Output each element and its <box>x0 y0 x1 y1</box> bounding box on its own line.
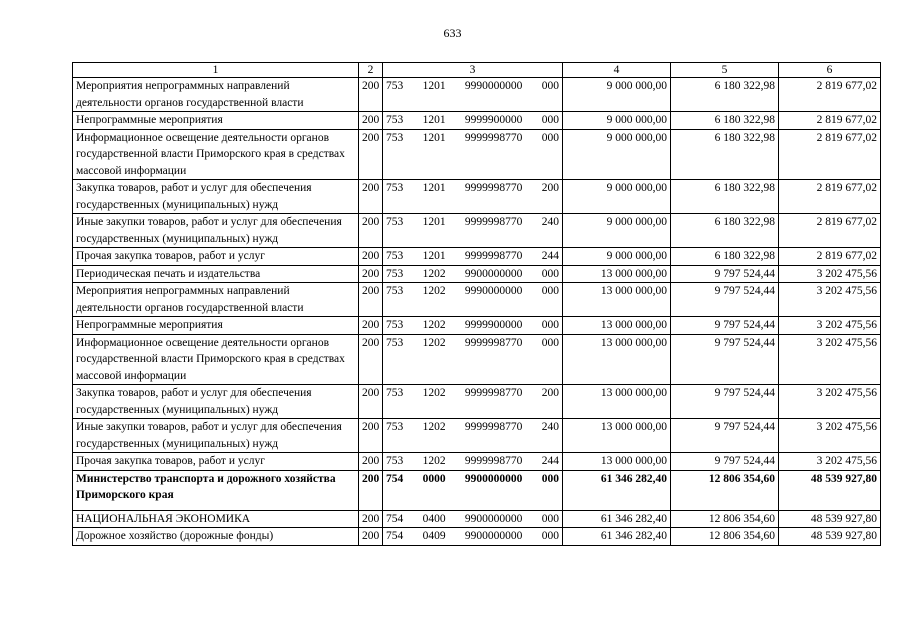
row-remainder: 3 202 475,56 <box>779 317 881 335</box>
row-code-2: 200 <box>359 453 383 471</box>
row-planned: 13 000 000,00 <box>563 334 671 385</box>
row-planned: 9 000 000,00 <box>563 248 671 266</box>
target-code: 9999998770 <box>464 455 523 467</box>
ministry-code: 753 <box>386 421 404 433</box>
classification-code <box>386 471 559 488</box>
section-code: 1201 <box>422 114 446 126</box>
row-planned: 61 346 282,40 <box>563 470 671 510</box>
table-row <box>73 317 881 335</box>
row-executed: 6 180 322,98 <box>671 180 779 214</box>
row-planned: 9 000 000,00 <box>563 129 671 180</box>
header-cell-1: 1 <box>73 63 359 78</box>
row-executed: 6 180 322,98 <box>671 78 779 112</box>
row-code-2: 200 <box>359 265 383 283</box>
section-code: 0000 <box>422 472 446 485</box>
row-planned: 13 000 000,00 <box>563 419 671 453</box>
row-code-3 <box>383 334 563 385</box>
expense-type-code: 200 <box>541 182 559 194</box>
classification-code <box>386 419 559 436</box>
row-name: Иные закупки товаров, работ и услуг для обеспечения государственных (муниципальных) нужд <box>73 214 359 248</box>
expense-type-code: 244 <box>541 455 559 467</box>
row-code-2: 200 <box>359 470 383 510</box>
row-code-3 <box>383 265 563 283</box>
row-code-2: 200 <box>359 419 383 453</box>
row-remainder: 2 819 677,02 <box>779 129 881 180</box>
ministry-code: 754 <box>386 472 404 485</box>
row-remainder: 3 202 475,56 <box>779 334 881 385</box>
expense-type-code: 000 <box>541 530 559 542</box>
row-code-3 <box>383 283 563 317</box>
section-code: 0400 <box>422 512 446 525</box>
header-cell-3: 3 <box>383 63 563 78</box>
row-code-3 <box>383 78 563 112</box>
row-executed: 12 806 354,60 <box>671 470 779 510</box>
row-name: Мероприятия непрограммных направлений деятельности органов государственной власти <box>73 283 359 317</box>
row-code-3 <box>383 112 563 130</box>
classification-code <box>386 283 559 300</box>
ministry-code: 753 <box>386 319 404 331</box>
row-remainder: 3 202 475,56 <box>779 283 881 317</box>
row-executed: 12 806 354,60 <box>671 510 779 528</box>
target-code: 9990000000 <box>464 80 523 92</box>
row-remainder: 2 819 677,02 <box>779 78 881 112</box>
row-remainder: 48 539 927,80 <box>779 470 881 510</box>
row-remainder: 2 819 677,02 <box>779 112 881 130</box>
classification-code <box>386 528 559 545</box>
section-code: 1202 <box>422 319 446 331</box>
expense-type-code: 000 <box>541 472 559 485</box>
ministry-code: 753 <box>386 131 404 144</box>
classification-code <box>386 112 559 129</box>
classification-code <box>386 78 559 95</box>
row-code-3 <box>383 385 563 419</box>
section-code: 1201 <box>422 80 446 92</box>
classification-code <box>386 180 559 197</box>
ministry-code: 753 <box>386 250 404 262</box>
row-name: Мероприятия непрограммных направлений деятельности органов государственной власти <box>73 78 359 112</box>
classification-code <box>386 335 559 352</box>
row-code-3 <box>383 248 563 266</box>
row-executed: 9 797 524,44 <box>671 317 779 335</box>
target-code: 9999998770 <box>464 182 523 194</box>
classification-code <box>386 214 559 231</box>
section-code: 1202 <box>422 455 446 467</box>
row-planned: 13 000 000,00 <box>563 385 671 419</box>
row-planned: 9 000 000,00 <box>563 214 671 248</box>
table-row <box>73 265 881 283</box>
row-code-2: 200 <box>359 334 383 385</box>
ministry-code: 753 <box>386 80 404 92</box>
classification-code <box>386 317 559 334</box>
target-code: 9900000000 <box>464 512 523 525</box>
classification-code <box>386 511 559 528</box>
expense-type-code: 200 <box>541 387 559 399</box>
row-code-2: 200 <box>359 214 383 248</box>
row-executed: 6 180 322,98 <box>671 112 779 130</box>
row-planned: 61 346 282,40 <box>563 510 671 528</box>
ministry-code: 753 <box>386 285 404 297</box>
expense-type-code: 000 <box>541 512 559 525</box>
classification-code <box>386 266 559 283</box>
row-remainder: 3 202 475,56 <box>779 453 881 471</box>
row-name: Закупка товаров, работ и услуг для обеспечения государственных (муниципальных) нужд <box>73 180 359 214</box>
section-code: 0409 <box>422 530 446 542</box>
table-row <box>73 129 881 180</box>
row-name: Информационное освещение деятельности органов государственной власти Приморского края в средствах массовой информации <box>73 129 359 180</box>
table-row <box>73 180 881 214</box>
row-name: НАЦИОНАЛЬНАЯ ЭКОНОМИКА <box>73 510 359 528</box>
ministry-code: 753 <box>386 455 404 467</box>
row-code-2: 200 <box>359 180 383 214</box>
target-code: 9999900000 <box>464 319 523 331</box>
row-code-2: 200 <box>359 510 383 528</box>
row-name: Непрограммные мероприятия <box>73 317 359 335</box>
target-code: 9999900000 <box>464 114 523 126</box>
table-row <box>73 419 881 453</box>
row-planned: 9 000 000,00 <box>563 180 671 214</box>
row-remainder: 2 819 677,02 <box>779 180 881 214</box>
row-remainder: 3 202 475,56 <box>779 265 881 283</box>
row-executed: 6 180 322,98 <box>671 214 779 248</box>
expense-type-code: 000 <box>541 131 559 144</box>
row-code-2: 200 <box>359 248 383 266</box>
table-row <box>73 470 881 510</box>
row-name: Дорожное хозяйство (дорожные фонды) <box>73 528 359 546</box>
row-code-2: 200 <box>359 78 383 112</box>
row-name: Непрограммные мероприятия <box>73 112 359 130</box>
target-code: 9990000000 <box>464 285 523 297</box>
table-row <box>73 112 881 130</box>
row-executed: 9 797 524,44 <box>671 334 779 385</box>
row-planned: 9 000 000,00 <box>563 112 671 130</box>
table-row <box>73 78 881 112</box>
row-name: Иные закупки товаров, работ и услуг для обеспечения государственных (муниципальных) нужд <box>73 419 359 453</box>
page-number: 633 <box>443 26 462 40</box>
ministry-code: 753 <box>386 182 404 194</box>
budget-table <box>72 62 881 546</box>
header-cell-4: 4 <box>563 63 671 78</box>
row-planned: 9 000 000,00 <box>563 78 671 112</box>
table-row <box>73 510 881 528</box>
target-code: 9999998770 <box>464 131 523 144</box>
row-executed: 12 806 354,60 <box>671 528 779 546</box>
row-remainder: 2 819 677,02 <box>779 214 881 248</box>
table-row <box>73 248 881 266</box>
row-code-3 <box>383 453 563 471</box>
row-code-3 <box>383 129 563 180</box>
expense-type-code: 000 <box>541 336 559 349</box>
section-code: 1201 <box>422 250 446 262</box>
target-code: 9999998770 <box>464 421 523 433</box>
row-remainder: 2 819 677,02 <box>779 248 881 266</box>
expense-type-code: 000 <box>541 285 559 297</box>
section-code: 1201 <box>422 216 446 228</box>
expense-type-code: 240 <box>541 216 559 228</box>
section-code: 1202 <box>422 421 446 433</box>
target-code: 9900000000 <box>464 267 523 280</box>
row-name: Прочая закупка товаров, работ и услуг <box>73 248 359 266</box>
ministry-code: 753 <box>386 216 404 228</box>
row-remainder: 3 202 475,56 <box>779 385 881 419</box>
row-code-3 <box>383 214 563 248</box>
section-code: 1202 <box>422 267 446 280</box>
classification-code <box>386 453 559 470</box>
table-row <box>73 385 881 419</box>
ministry-code: 754 <box>386 530 404 542</box>
ministry-code: 753 <box>386 114 404 126</box>
header-row <box>73 63 881 78</box>
row-code-3 <box>383 419 563 453</box>
target-code: 9900000000 <box>464 530 523 542</box>
row-remainder: 48 539 927,80 <box>779 510 881 528</box>
row-executed: 9 797 524,44 <box>671 419 779 453</box>
row-planned: 13 000 000,00 <box>563 265 671 283</box>
ministry-code: 753 <box>386 267 404 280</box>
classification-code <box>386 248 559 265</box>
row-executed: 6 180 322,98 <box>671 248 779 266</box>
expense-type-code: 000 <box>541 319 559 331</box>
table-row <box>73 214 881 248</box>
ministry-code: 753 <box>386 387 404 399</box>
row-code-2: 200 <box>359 129 383 180</box>
table-row <box>73 283 881 317</box>
row-code-3 <box>383 180 563 214</box>
row-code-2: 200 <box>359 528 383 546</box>
target-code: 9999998770 <box>464 336 523 349</box>
row-executed: 6 180 322,98 <box>671 129 779 180</box>
row-name: Министерство транспорта и дорожного хозяйства Приморского края <box>73 470 359 510</box>
row-remainder: 48 539 927,80 <box>779 528 881 546</box>
ministry-code: 754 <box>386 512 404 525</box>
row-executed: 9 797 524,44 <box>671 453 779 471</box>
section-code: 1202 <box>422 336 446 349</box>
target-code: 9900000000 <box>464 472 523 485</box>
target-code: 9999998770 <box>464 216 523 228</box>
header-cell-6: 6 <box>779 63 881 78</box>
expense-type-code: 000 <box>541 80 559 92</box>
classification-code <box>386 130 559 147</box>
section-code: 1201 <box>422 131 446 144</box>
row-code-3 <box>383 528 563 546</box>
row-name: Закупка товаров, работ и услуг для обеспечения государственных (муниципальных) нужд <box>73 385 359 419</box>
row-planned: 13 000 000,00 <box>563 317 671 335</box>
row-code-2: 200 <box>359 112 383 130</box>
row-code-2: 200 <box>359 385 383 419</box>
row-remainder: 3 202 475,56 <box>779 419 881 453</box>
section-code: 1202 <box>422 285 446 297</box>
table-row <box>73 453 881 471</box>
expense-type-code: 000 <box>541 114 559 126</box>
row-code-3 <box>383 317 563 335</box>
row-executed: 9 797 524,44 <box>671 283 779 317</box>
target-code: 9999998770 <box>464 387 523 399</box>
row-name: Прочая закупка товаров, работ и услуг <box>73 453 359 471</box>
expense-type-code: 244 <box>541 250 559 262</box>
row-executed: 9 797 524,44 <box>671 385 779 419</box>
header-cell-2: 2 <box>359 63 383 78</box>
table-row <box>73 334 881 385</box>
row-executed: 9 797 524,44 <box>671 265 779 283</box>
section-code: 1201 <box>422 182 446 194</box>
target-code: 9999998770 <box>464 250 523 262</box>
row-planned: 13 000 000,00 <box>563 453 671 471</box>
row-planned: 13 000 000,00 <box>563 283 671 317</box>
row-name: Периодическая печать и издательства <box>73 265 359 283</box>
expense-type-code: 240 <box>541 421 559 433</box>
row-code-2: 200 <box>359 283 383 317</box>
row-name: Информационное освещение деятельности органов государственной власти Приморского края в средствах массовой информации <box>73 334 359 385</box>
expense-type-code: 000 <box>541 267 559 280</box>
header-cell-5: 5 <box>671 63 779 78</box>
row-planned: 61 346 282,40 <box>563 528 671 546</box>
table-row <box>73 528 881 546</box>
row-code-3 <box>383 510 563 528</box>
ministry-code: 753 <box>386 336 404 349</box>
row-code-3 <box>383 470 563 510</box>
classification-code <box>386 385 559 402</box>
row-code-2: 200 <box>359 317 383 335</box>
section-code: 1202 <box>422 387 446 399</box>
